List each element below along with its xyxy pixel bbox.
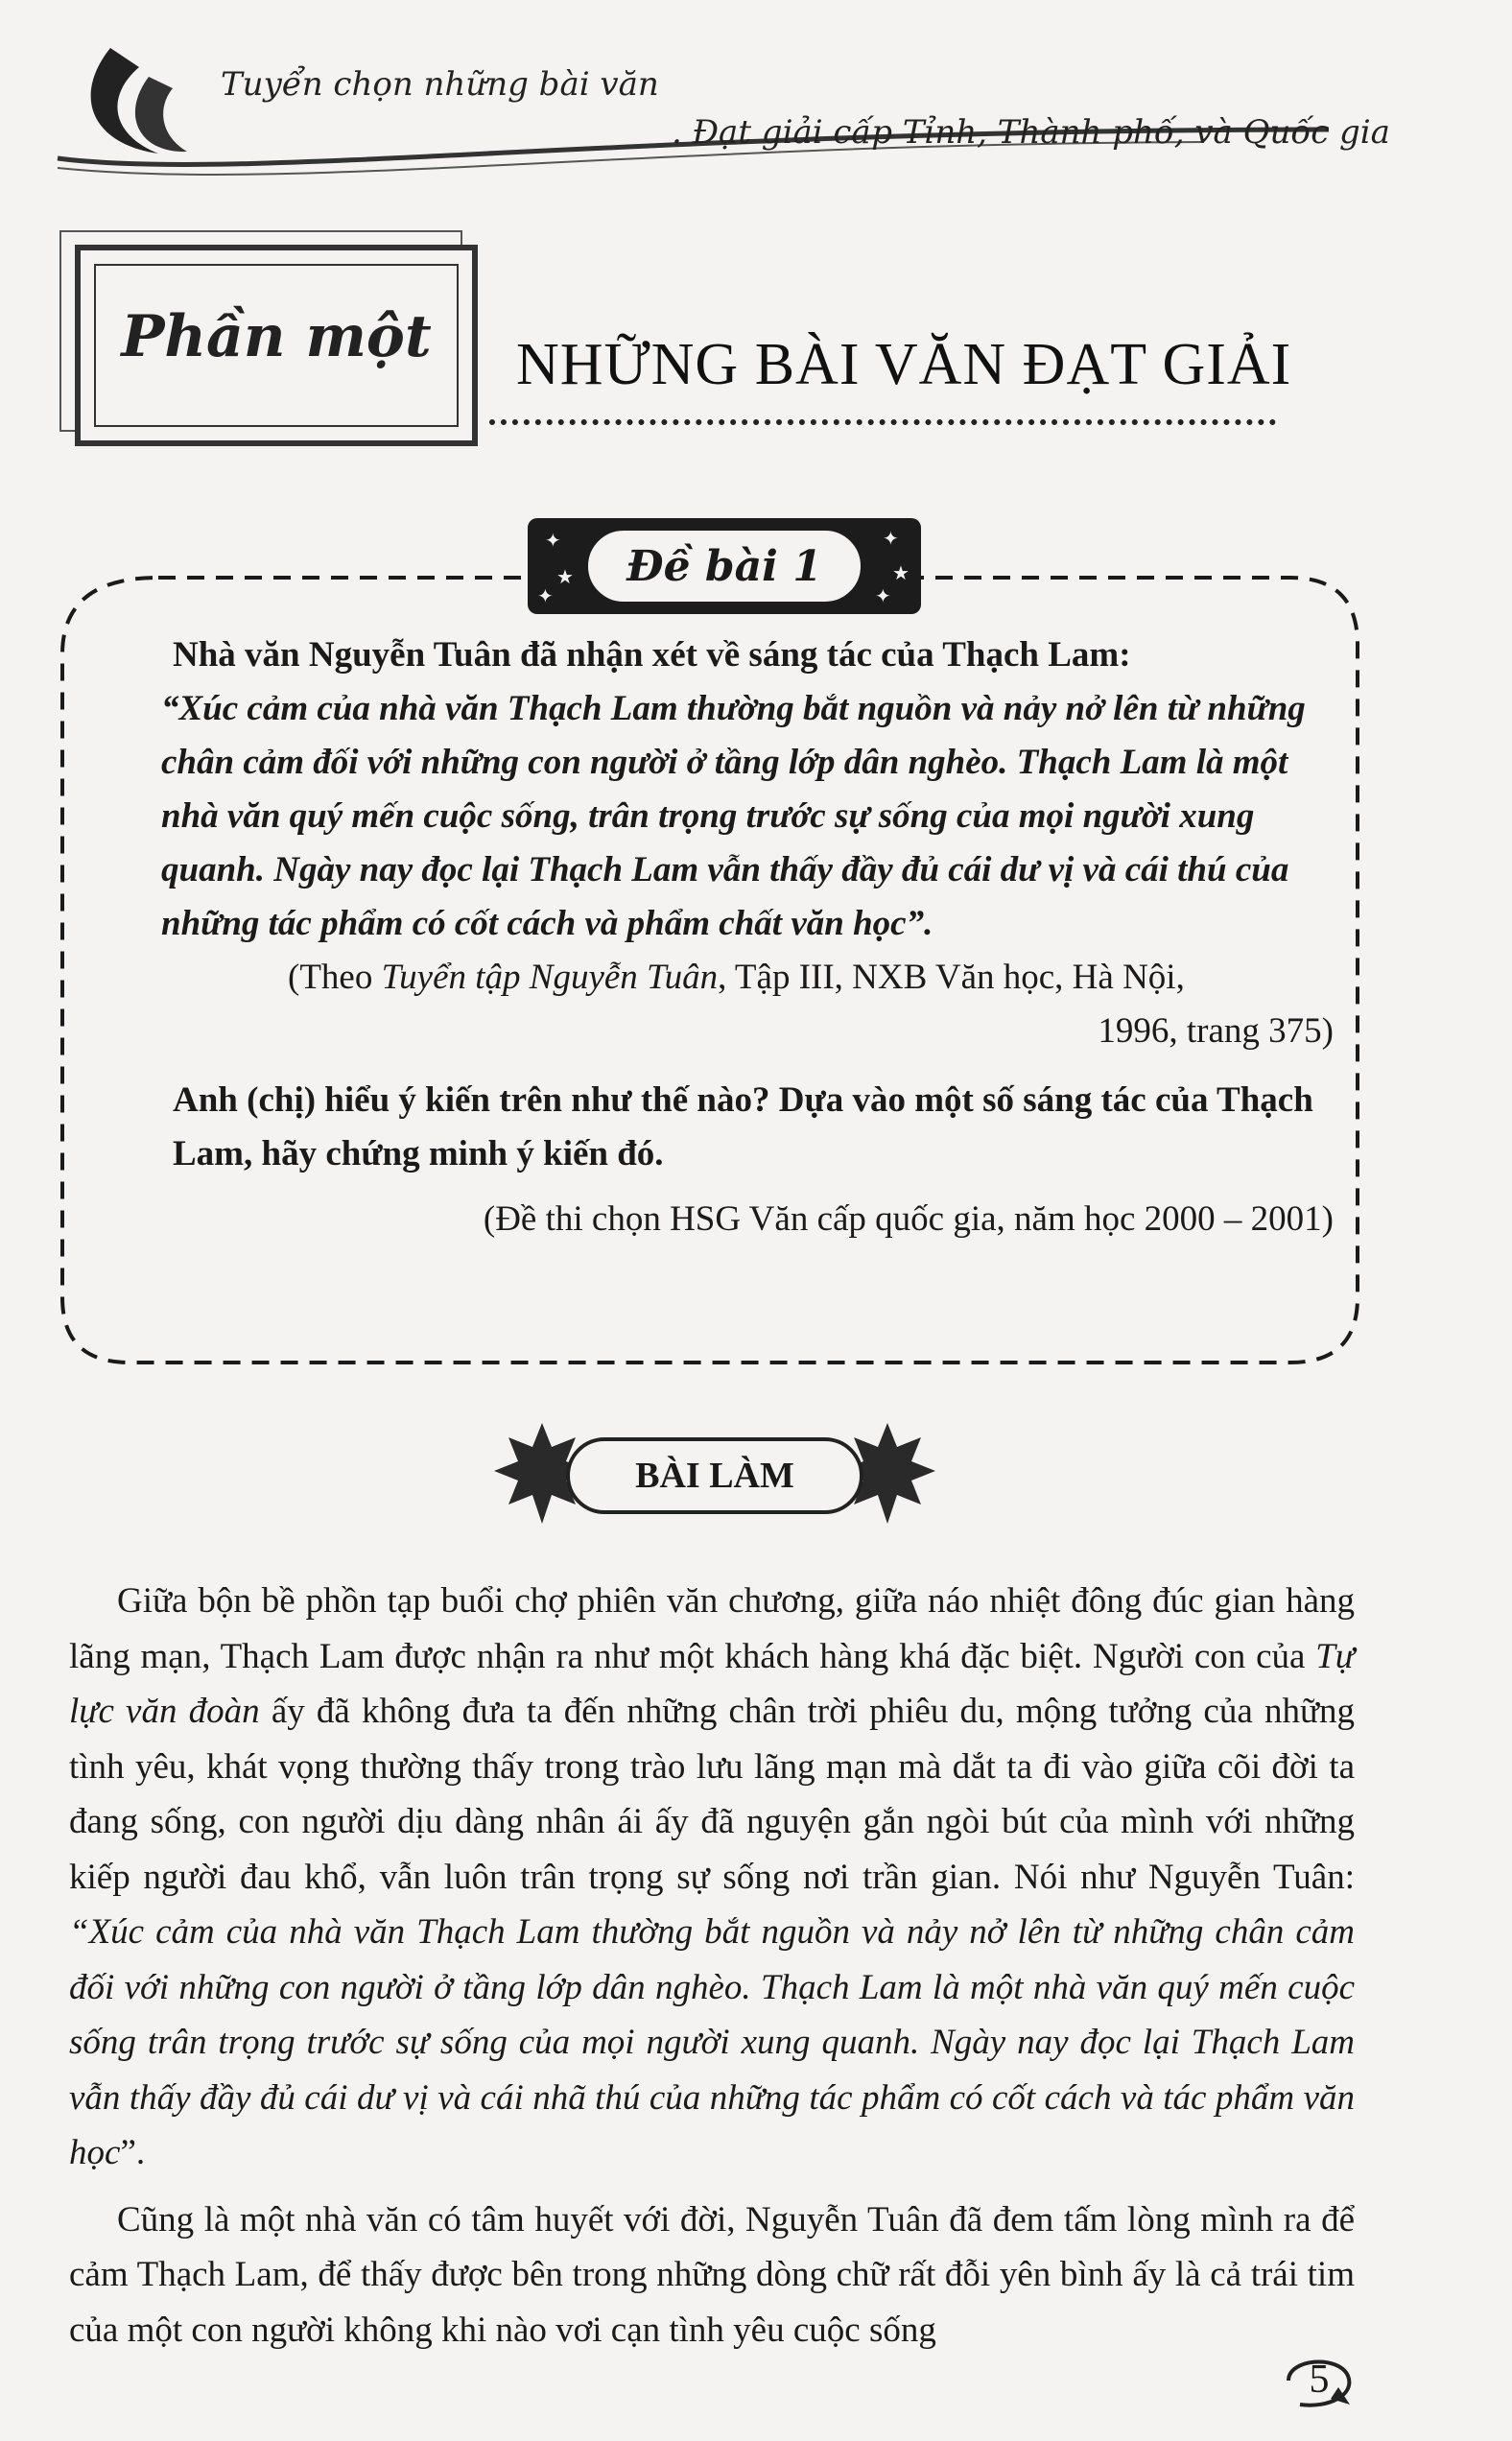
essay-quote: “Xúc cảm của nhà văn Thạch Lam thường bắt nguồn và nảy nở lên từ những chân cảm đối với những con người ở tầng lớp dân nghèo. Thạch Lam là một nhà văn quý mến cuộc sống trân trọng trước sự sống của mọi người xung quanh. Ngày nay đọc lại Thạch Lam vẫn thấy đầy đủ cái dư vị và cái nhã thú của những tác phẩm có cốt cách và tác phẩm văn học — [69, 1912, 1355, 2172]
star-icon: ★ — [892, 563, 910, 584]
star-icon: ✦ — [545, 531, 561, 552]
essay-text: ấy đã không đưa ta đến những chân trời phiêu du, mộng tưởng của những tình yêu, khát vọng thường thấy trong trào lưu lãng mạn mà dắt ta đi vào giữa cõi đời ta đang sống, con người dịu dàng nhân ái ấy đã nguyện gắn ngòi bút của mình với những kiếp người đau khổ, vẫn luôn trân trọng sự sống nơi trần gian. Nói như Nguyễn Tuân: — [69, 1692, 1355, 1897]
part-label: Phần một — [121, 303, 432, 370]
prompt-question: Anh (chị) hiểu ý kiến trên như thế nào? Dựa vào một số sáng tác của Thạch Lam, hãy chứng minh ý kiến đó. — [173, 1080, 1313, 1173]
series-title: Tuyển chọn những bài văn — [221, 65, 659, 104]
star-icon: ★ — [556, 567, 574, 588]
source-rest: , Tập III, NXB Văn học, Hà Nội, — [718, 958, 1185, 997]
essay-paragraph — [69, 1574, 1355, 2181]
page-number: 5 — [1309, 2358, 1330, 2402]
prompt-intro: Nhà văn Nguyễn Tuân đã nhận xét về sáng tác của Thạch Lam: — [173, 635, 1131, 675]
prompt-source — [173, 951, 1334, 1058]
essay-text: ”. — [120, 2133, 146, 2172]
prompt-banner-label: Đề bài 1 — [585, 528, 863, 604]
part-box — [75, 245, 478, 446]
series-subtitle: . Đạt giải cấp Tỉnh, Thành phố, và Quốc gia — [672, 113, 1390, 152]
essay-paragraph: Cũng là một nhà văn có tâm huyết với đời, Nguyễn Tuân đã đem tấm lòng mình ra để cảm Thạch Lam, để thấy được bên trong những dòng chữ rất đỗi yên bình ấy là cả trái tim của một con người không khi nào vơi cạn tình yêu cuộc sống — [69, 2199, 1355, 2350]
source-prefix: (Theo — [288, 958, 382, 997]
exam-note: (Đề thi chọn HSG Văn cấp quốc gia, năm học 2000 – 2001) — [483, 1199, 1334, 1239]
dotted-divider — [489, 419, 1276, 435]
section-title: NHỮNG BÀI VĂN ĐẠT GIẢI — [516, 332, 1292, 397]
star-icon: ✦ — [875, 586, 891, 607]
essay-heading: BÀI LÀM — [566, 1437, 863, 1514]
source-book: Tuyển tập Nguyễn Tuân — [381, 958, 719, 997]
essay-body — [69, 1574, 1355, 2358]
essay-text-italic: Tự lực văn đoàn — [69, 1636, 1355, 1731]
prompt-banner — [528, 518, 921, 614]
prompt-body — [161, 628, 1334, 1246]
source-line2: 1996, trang 375) — [1098, 1011, 1334, 1051]
essay-text: Giữa bộn bề phồn tạp buổi chợ phiên văn chương, giữa náo nhiệt đông đúc gian hàng lãng mạn, Thạch Lam được nhận ra như một khách hàng khá đặc biệt. Người con của — [69, 1581, 1355, 1676]
prompt-quote: “Xúc cảm của nhà văn Thạch Lam thường bắt nguồn và nảy nở lên từ những chân cảm đối với những con người ở tầng lớp dân nghèo. Thạch Lam là một nhà văn quý mến cuộc sống, trân trọng trước sự sống của mọi người xung quanh. Ngày nay đọc lại Thạch Lam vẫn thấy đầy đủ cái dư vị và cái thú của những tác phẩm có cốt cách và phẩm chất văn học”. — [161, 689, 1306, 943]
star-icon: ✦ — [537, 586, 554, 607]
star-icon: ✦ — [883, 529, 899, 550]
